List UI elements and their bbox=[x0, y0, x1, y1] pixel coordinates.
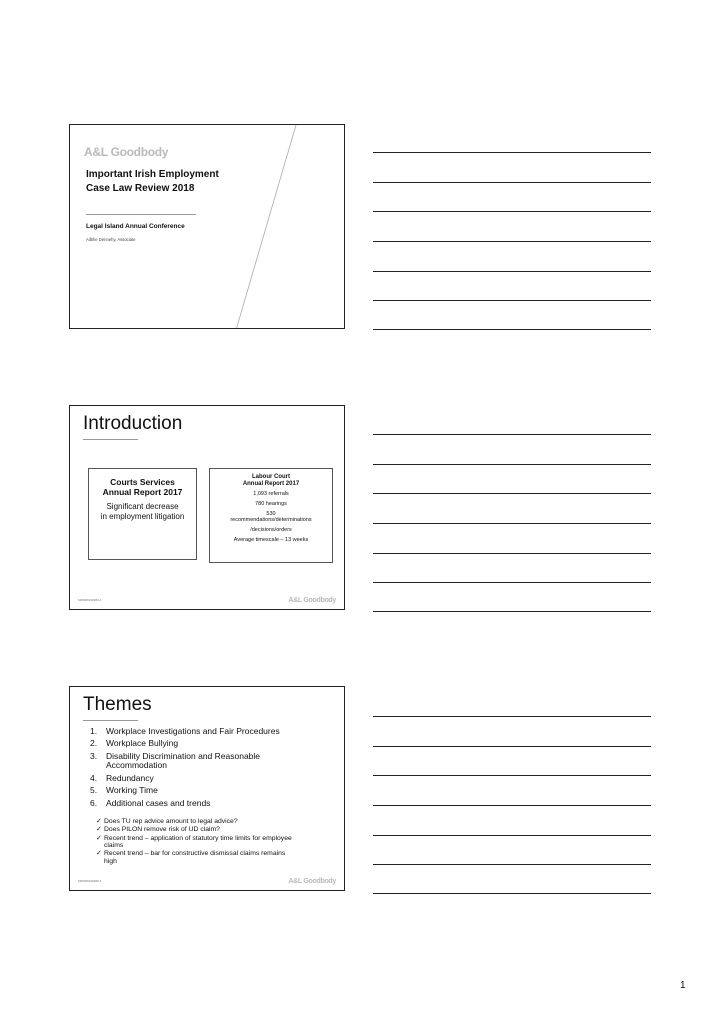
stat-line: Average timescale – 13 weeks bbox=[233, 536, 309, 543]
checkmark-icon: ✓ bbox=[96, 834, 102, 842]
stat-line: 1,093 referrals bbox=[253, 491, 289, 497]
trends-sublist bbox=[96, 818, 336, 866]
note-line bbox=[373, 893, 651, 894]
slide-title: Themes bbox=[83, 694, 152, 715]
note-line bbox=[373, 152, 651, 153]
list-item: ✓ Does PILON remove risk of UD claim? bbox=[96, 826, 220, 834]
themes-list bbox=[90, 727, 340, 811]
checkmark-icon: ✓ bbox=[96, 850, 102, 858]
title-divider bbox=[86, 214, 196, 215]
note-line bbox=[373, 211, 651, 212]
list-item: 6. Additional cases and trends bbox=[90, 797, 211, 808]
slide-title bbox=[69, 124, 345, 329]
conference-name: Legal Island Annual Conference bbox=[86, 223, 185, 230]
footer-code: M#####23###0-1 bbox=[78, 879, 102, 883]
list-item: ✓ Does TU rep advice amount to legal advice? bbox=[96, 818, 238, 825]
labour-court-box: Labour Court Annual Report 2017 1,093 referrals 780 hearings 530 recommendations/determinations /decisions/orders Average timescale – 13 weeks bbox=[209, 468, 333, 563]
note-line bbox=[373, 434, 651, 435]
author-name: Ailbhe Dennehy, Associate bbox=[86, 237, 136, 242]
checkmark-icon: ✓ bbox=[96, 818, 102, 825]
note-line bbox=[373, 864, 651, 865]
note-line bbox=[373, 553, 651, 554]
footer-logo: A&L Goodbody bbox=[288, 878, 336, 885]
list-item: 5. Working Time bbox=[90, 785, 158, 796]
note-line bbox=[373, 493, 651, 494]
note-line bbox=[373, 775, 651, 776]
list-item: ✓ Recent trend – application of statutory time limits for employee claims bbox=[96, 834, 292, 849]
note-line bbox=[373, 329, 651, 330]
note-line bbox=[373, 182, 651, 183]
list-item: ✓ Recent trend – bar for constructive dismissal claims remains high bbox=[96, 850, 286, 865]
note-line bbox=[373, 746, 651, 747]
list-item: 1. Workplace Investigations and Fair Procedures bbox=[90, 726, 280, 736]
list-item: 3. Disability Discrimination and Reasonable Accommodation bbox=[90, 750, 261, 771]
note-line bbox=[373, 523, 651, 524]
courts-services-box: Courts Services Annual Report 2017 Significant decrease in employment litigation bbox=[88, 468, 197, 560]
note-line bbox=[373, 271, 651, 272]
page-number: 1 bbox=[680, 980, 686, 991]
note-line bbox=[373, 805, 651, 806]
stat-line: /decisions/orders bbox=[250, 527, 292, 534]
footer-logo: A&L Goodbody bbox=[288, 597, 336, 604]
title-divider bbox=[83, 439, 138, 440]
note-line bbox=[373, 582, 651, 583]
note-line bbox=[373, 835, 651, 836]
note-line bbox=[373, 716, 651, 717]
list-item: 2. Workplace Bullying bbox=[90, 738, 179, 749]
list-item: 4. Redundancy bbox=[90, 772, 154, 783]
stat-line: 780 hearings bbox=[255, 500, 287, 507]
note-line bbox=[373, 464, 651, 465]
presentation-title: Important Irish Employment Case Law Review 2018 bbox=[86, 169, 219, 194]
company-logo: A&L Goodbody bbox=[84, 145, 169, 159]
stat-line: 530 bbox=[266, 510, 276, 517]
note-line bbox=[373, 300, 651, 301]
title-divider bbox=[83, 720, 138, 721]
checkmark-icon: ✓ bbox=[96, 826, 102, 834]
footer-code: M#####23###0-1 bbox=[78, 598, 102, 602]
note-line bbox=[373, 241, 651, 242]
slide-themes bbox=[69, 686, 345, 891]
note-line bbox=[373, 611, 651, 612]
stat-line: recommendations/determinations bbox=[230, 517, 312, 524]
slide-introduction bbox=[69, 405, 345, 610]
slide-title: Introduction bbox=[83, 413, 183, 434]
